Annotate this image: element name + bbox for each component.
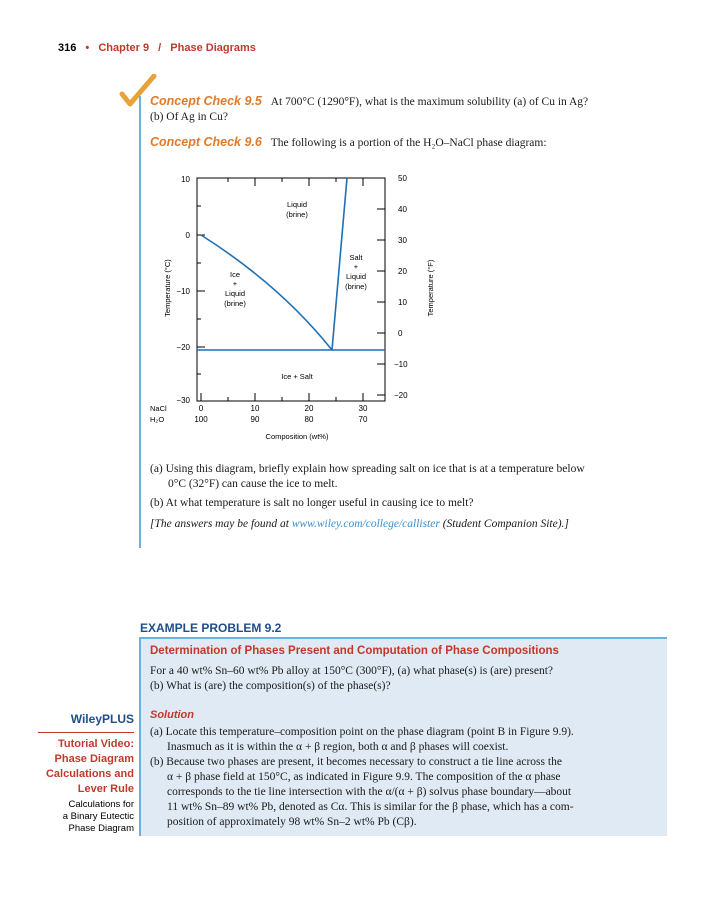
calc-line: Calculations for [68, 799, 134, 810]
region-ice-salt: Ice + Salt [281, 372, 313, 381]
example-intro [150, 664, 660, 694]
header-bullet: • [85, 42, 90, 54]
concept-check-9-6 [150, 135, 670, 151]
concept-check-9-5-label: Concept Check 9.5 [150, 94, 262, 108]
right-tick-label: 0 [398, 329, 403, 338]
left-axis-title: Temperature (°C) [163, 259, 172, 317]
right-tick-label: −20 [394, 391, 408, 400]
section-label: Phase Diagrams [170, 42, 256, 54]
example-intro-line2: (b) What is (are) the composition(s) of the phase(s)? [150, 680, 391, 692]
right-tick-label: 40 [398, 205, 407, 214]
liquidus-ice-line [201, 235, 332, 350]
tutorial-line: Lever Rule [77, 783, 134, 795]
region-liquid: Liquid [286, 200, 308, 209]
answer-suffix: (Student Companion Site).] [439, 518, 569, 530]
question-b: (b) At what temperature is salt no longer useful in causing ice to melt? [150, 497, 474, 509]
example-left-bar [139, 639, 141, 836]
question-a [150, 462, 670, 492]
example-heading: EXAMPLE PROBLEM 9.2 [140, 621, 282, 635]
example-intro-line1: For a 40 wt% Sn–60 wt% Pb alloy at 150°C (300°F), (a) what phase(s) is (are) present? [150, 665, 553, 677]
nacl-tick-label: 20 [304, 404, 314, 413]
header-separator: / [158, 42, 162, 54]
wileyplus-sidebar [20, 712, 134, 835]
nacl-tick-label: 0 [198, 404, 204, 413]
solution-b-line1: (b) Because two phases are present, it becomes necessary to construct a tie line across the [150, 756, 562, 768]
region-liquid: (brine) [286, 210, 308, 219]
solution-a-line1: (a) Locate this temperature–composition point on the phase diagram (point B in Figure 9.9). [150, 726, 574, 738]
region-ice-liquid: Liquid [224, 289, 246, 298]
right-tick-label: −10 [394, 360, 408, 369]
concept-check-9-5 [150, 94, 670, 125]
answer-note [150, 518, 690, 530]
chapter-label: Chapter 9 [98, 42, 150, 54]
solution-b-line5: position of approximately 98 wt% Sn–2 wt% Pb (Cβ). [167, 816, 417, 828]
calc-line: a Binary Eutectic [62, 811, 134, 822]
region-ice-liquid: + [232, 279, 238, 288]
h2o-tick-label: 100 [194, 415, 208, 424]
tutorial-video-link[interactable] [20, 737, 134, 797]
solution-label: Solution [150, 709, 194, 721]
tutorial-line: Phase Diagram [54, 753, 134, 765]
solution-b-line3: corresponds to the tie line intersection with the α/(α + β) solvus phase boundary—about [167, 786, 572, 798]
nacl-tick-label: 10 [250, 404, 260, 413]
question-a-line2: 0°C (32°F) can cause the ice to melt. [168, 478, 338, 490]
wileyplus-label: WileyPLUS [70, 712, 134, 726]
concept-check-9-6-label: Concept Check 9.6 [150, 135, 262, 149]
question-a-line1: (a) Using this diagram, briefly explain how spreading salt on ice that is at a temperature below [150, 463, 585, 475]
running-header [58, 42, 256, 54]
right-tick-label: 30 [398, 236, 407, 245]
region-salt-liquid: (brine) [345, 282, 367, 291]
region-salt-liquid: Salt [349, 253, 363, 262]
liquidus-salt-line [332, 178, 347, 350]
tutorial-line: Calculations and [45, 768, 134, 780]
page-number: 316 [58, 42, 77, 54]
concept-check-9-5-line1: At 700°C (1290°F), what is the maximum solubility (a) of Cu in Ag? [270, 96, 589, 108]
x-axis-title: Composition (wt%) [265, 432, 329, 441]
region-ice-liquid: (brine) [224, 299, 246, 308]
left-tick-label: −20 [176, 343, 190, 352]
phase-diagram [140, 160, 460, 450]
region-ice-liquid: Ice [229, 270, 241, 279]
answer-link[interactable]: www.wiley.com/college/callister [291, 518, 440, 530]
solution-b-line2: α + β phase field at 150°C, as indicated in Figure 9.9. The composition of the α phase [167, 771, 561, 783]
h2o-tick-label: 90 [250, 415, 260, 424]
right-axis-title: Temperature (°F) [426, 259, 435, 317]
tutorial-line: Tutorial Video: [58, 738, 134, 750]
left-tick-label: −30 [176, 396, 190, 405]
answer-prefix: [The answers may be found at [150, 518, 292, 530]
right-tick-label: 20 [398, 267, 407, 276]
nacl-tick-label: 30 [358, 404, 368, 413]
left-tick-label: 0 [185, 231, 190, 240]
solution-b [150, 755, 665, 830]
sidebar-divider [38, 732, 134, 733]
solution-a-line2: Inasmuch as it is within the α + β region, both α and β phases will coexist. [167, 741, 509, 753]
concept-check-9-6-text: The following is a portion of the H₂O–NaCl phase diagram: [270, 137, 547, 149]
h2o-tick-label: 70 [358, 415, 368, 424]
calc-line: Phase Diagram [68, 823, 134, 834]
left-tick-label: 10 [181, 175, 190, 184]
solution-b-line4: 11 wt% Sn–89 wt% Pb, denoted as Cα. This is similar for the β phase, which has a com- [167, 801, 574, 813]
solution-a [150, 725, 665, 755]
region-salt-liquid: Liquid [345, 272, 367, 281]
h2o-tick-label: 80 [304, 415, 314, 424]
h2o-row-label: H₂O [150, 415, 165, 424]
region-salt-liquid: + [353, 262, 359, 271]
right-tick-label: 10 [398, 298, 407, 307]
nacl-row-label: NaCl [150, 404, 167, 413]
right-tick-label: 50 [398, 174, 407, 183]
left-tick-label: −10 [176, 287, 190, 296]
concept-check-9-5-line2: (b) Of Ag in Cu? [150, 111, 228, 123]
example-title: Determination of Phases Present and Computation of Phase Compositions [150, 645, 559, 657]
calc-link[interactable] [20, 799, 134, 835]
